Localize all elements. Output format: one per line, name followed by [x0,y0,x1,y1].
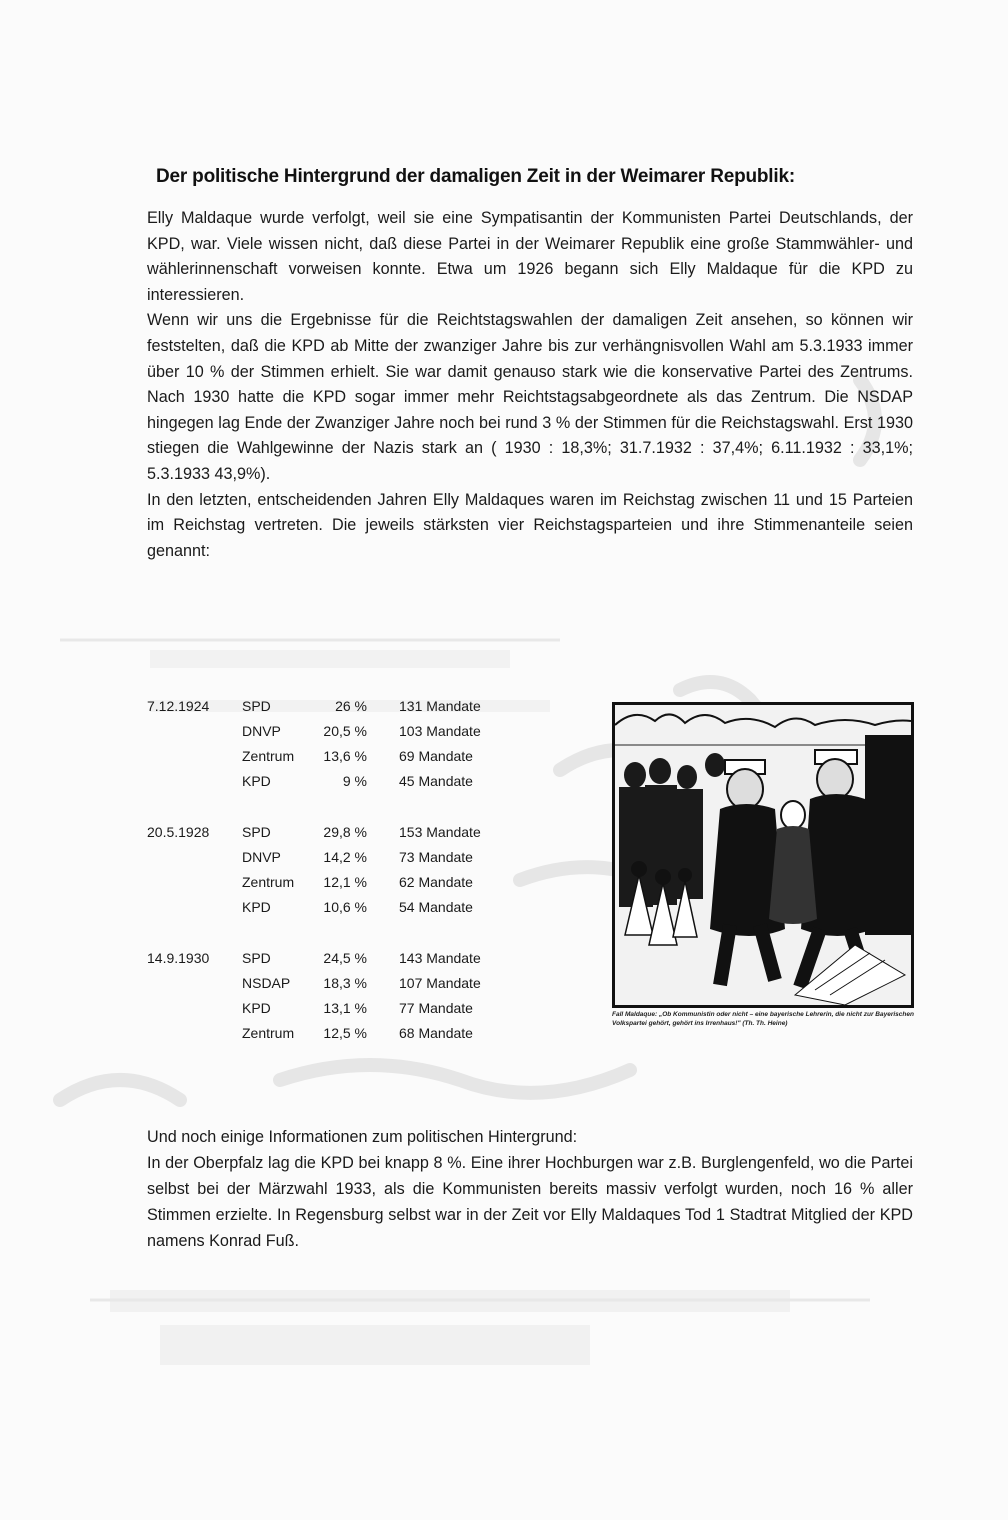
vote-share: 26 % [335,697,367,714]
table-row [147,743,547,768]
table-row [147,945,547,970]
party-name: KPD [242,772,271,789]
seat-count: 143 Mandate [399,949,481,966]
election-group-1928 [147,819,547,919]
table-row [147,970,547,995]
page-title: Der politische Hintergrund der damaligen Zeit in der Weimarer Republik: [156,166,795,187]
party-name: Zentrum [242,873,295,890]
table-row [147,844,547,869]
caricature-drawing [615,705,911,1005]
seat-count: 103 Mandate [399,722,481,739]
party-name: Zentrum [242,1024,295,1041]
intro-paragraph-1: Elly Maldaque wurde verfolgt, weil sie eine Sympatisantin der Kommunisten Partei Deutschlands, der KPD, war. Viele wissen nicht, daß diese Partei in der Weimarer Republik eine große Stammwähler- und wählerinnenschaft vorweisen konnte. Etwa um 1926 begann sich Elly Maldaque für die KPD zu interessieren. [147,209,913,304]
vote-share: 10,6 % [323,898,367,915]
intro-paragraph-2: Wenn wir uns die Ergebnisse für die Reichtstagswahlen der damaligen Zeit ansehen, so können wir feststelten, daß die KPD ab Mitte der zwanziger Jahre bis zur verhängnisvollen Wahl am 5.3.1933 immer über 10 % der Stimmen erhielt. Sie war damit genauso stark wie die konservative Partei des Zentrums. Nach 1930 hatte die KPD sogar immer mehr Reichtstagsabgeordnete als das Zentrum. Die NSDAP hingegen lag Ende der Zwanziger Jahre noch bei rund 3 % der Stimmen für die Reichstagswahl. Erst 1930 stiegen die Wahlgewinne der Nazis stark an ( 1930 : 18,3%; 31.7.1932 : 37,4%; 6.11.1932 : 33,1%; 5.3.1933 43,9%). [147,311,913,483]
party-name: DNVP [242,722,281,739]
party-name: KPD [242,898,271,915]
party-name: SPD [242,697,271,714]
seat-count: 68 Mandate [399,1024,473,1041]
vote-share: 12,5 % [323,1024,367,1041]
party-name: NSDAP [242,974,291,991]
table-row [147,768,547,793]
seat-count: 131 Mandate [399,697,481,714]
table-row [147,693,547,718]
party-name: DNVP [242,848,281,865]
party-name: KPD [242,999,271,1016]
table-row [147,894,547,919]
party-name: SPD [242,949,271,966]
outro-heading: Und noch einige Informationen zum politischen Hintergrund: [147,1128,578,1146]
vote-share: 29,8 % [323,823,367,840]
seat-count: 73 Mandate [399,848,473,865]
seat-count: 54 Mandate [399,898,473,915]
party-name: Zentrum [242,747,295,764]
election-date: 20.5.1928 [147,823,210,840]
vote-share: 9 % [342,772,367,789]
illustration-caption: Fall Maldaque: „Ob Kommunistin oder nicht – eine bayerische Lehrerin, die nicht zur Bayerischen Volkspartei gehört, gehört ins Irrenhaus!" (Th. Th. Heine) [612,1011,914,1027]
seat-count: 62 Mandate [399,873,473,890]
outro-paragraph: In der Oberpfalz lag die KPD bei knapp 8 %. Eine ihrer Hochburgen war z.B. Burglengenfeld, wo die Partei selbst bei der Märzwahl 1933, als die Kommunisten bereits massiv verfolgt wurden, noch 16 % aller Stimmen erzielte. In Regensburg selbst war in der Zeit vor Elly Maldaques Tod 1 Stadtrat Mitglied der KPD namens Konrad Fuß. [147,1154,913,1250]
seat-count: 45 Mandate [399,772,473,789]
election-date: 7.12.1924 [147,697,210,714]
seat-count: 77 Mandate [399,999,473,1016]
intro-text [147,206,913,564]
seat-count: 153 Mandate [399,823,481,840]
election-date: 14.9.1930 [147,949,210,966]
seat-count: 69 Mandate [399,747,473,764]
election-group-1930 [147,945,547,1045]
vote-share: 24,5 % [323,949,367,966]
seat-count: 107 Mandate [399,974,481,991]
vote-share: 14,2 % [323,848,367,865]
vote-share: 13,6 % [323,747,367,764]
table-row [147,995,547,1020]
table-row [147,718,547,743]
caricature-illustration [612,702,914,1008]
party-name: SPD [242,823,271,840]
table-row [147,869,547,894]
table-row [147,1020,547,1045]
table-row [147,819,547,844]
vote-share: 13,1 % [323,999,367,1016]
vote-share: 18,3 % [323,974,367,991]
intro-paragraph-3: In den letzten, entscheidenden Jahren Elly Maldaques waren im Reichstag zwischen 11 und 15 Parteien im Reichstag vertreten. Die jeweils stärksten vier Reichstagsparteien und ihre Stimmenanteile seien genannt: [147,490,913,560]
outro-text [147,1124,913,1254]
election-group-1924 [147,693,547,793]
vote-share: 20,5 % [323,722,367,739]
vote-share: 12,1 % [323,873,367,890]
election-results-table [147,693,547,1071]
